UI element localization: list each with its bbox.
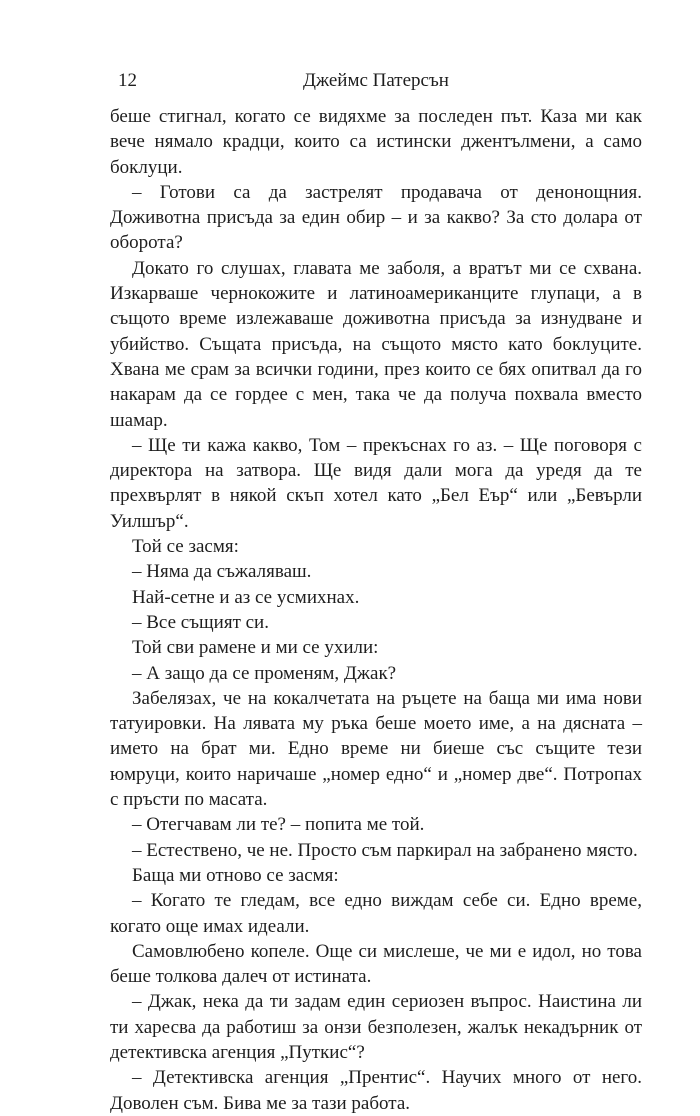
paragraph: – Детективска агенция „Прентис“. Научих много от него. Доволен съм. Бива ме за тази работа.	[110, 1067, 642, 1114]
paragraph: – Когато те гледам, все едно виждам себе си. Едно време, когато още имах идеали.	[110, 890, 642, 937]
paragraph: Забелязах, че на кокалчетата на ръцете на баща ми има нови татуировки. На лявата му ръка беше моето име, а на дясната – името на брат ми. Едно време ни биеше със същите тези юмруци, които наричаше „номер едно“ и „номер две“. Потропах с пръсти по масата.	[110, 687, 642, 811]
book-page	[110, 66, 642, 1116]
paragraph: Баща ми отново се засмя:	[132, 864, 339, 886]
paragraph: Най-сетне и аз се усмихнах.	[132, 586, 360, 608]
paragraph: беше стигнал, когато се видяхме за последен път. Каза ми как вече нямало крадци, които са истински джентълмени, а само боклуци.	[110, 106, 642, 178]
paragraph: – А защо да се променям, Джак?	[132, 662, 397, 684]
paragraph: Самовлюбено копеле. Още си мислеше, че ми е идол, но това беше толкова далеч от истината.	[110, 940, 642, 988]
running-head	[110, 66, 642, 96]
paragraph: – Отегчавам ли те? – попита ме той.	[132, 814, 425, 836]
body-text	[110, 104, 642, 1116]
page-number: 12	[118, 70, 137, 91]
paragraph: – Джак, нека да ти задам един сериозен въпрос. Наистина ли ти харесва да работиш за онзи безполезен, жалък некадърник от детективска агенция „Путкис“?	[110, 991, 642, 1063]
paragraph: – Все същият си.	[132, 611, 269, 633]
paragraph: – Няма да съжаляваш.	[132, 561, 312, 583]
paragraph: – Готови са да застрелят продавача от денонощния. Доживотна присъда за един обир – и за какво? За сто долара от оборота?	[110, 181, 642, 254]
paragraph: Той се засмя:	[132, 536, 239, 558]
paragraph: Докато го слушах, главата ме заболя, а вратът ми се схвана. Изкарваше чернокожите и латиноамериканците глупаци, а в същото време излежаваше доживотна присъда за изнудване и убийство. Същата присъда, на същото място като боклуците. Хвана ме срам за всички години, през които се бях опитвал да го накарам да се гордее с мен, така че да получа похвала вместо шамар.	[110, 257, 642, 431]
paragraph: – Ще ти кажа какво, Том – прекъснах го аз. – Ще поговоря с директора на затвора. Ще видя дали мога да уредя да те прехвърлят в някой скъп хотел като „Бел Еър“ или „Бевърли Уилшър“.	[110, 434, 642, 532]
running-head-author: Джеймс Патерсън	[303, 70, 449, 91]
paragraph: – Естествено, че не. Просто съм паркирал на забранено място.	[132, 839, 638, 861]
paragraph: Той сви рамене и ми се ухили:	[132, 637, 379, 659]
